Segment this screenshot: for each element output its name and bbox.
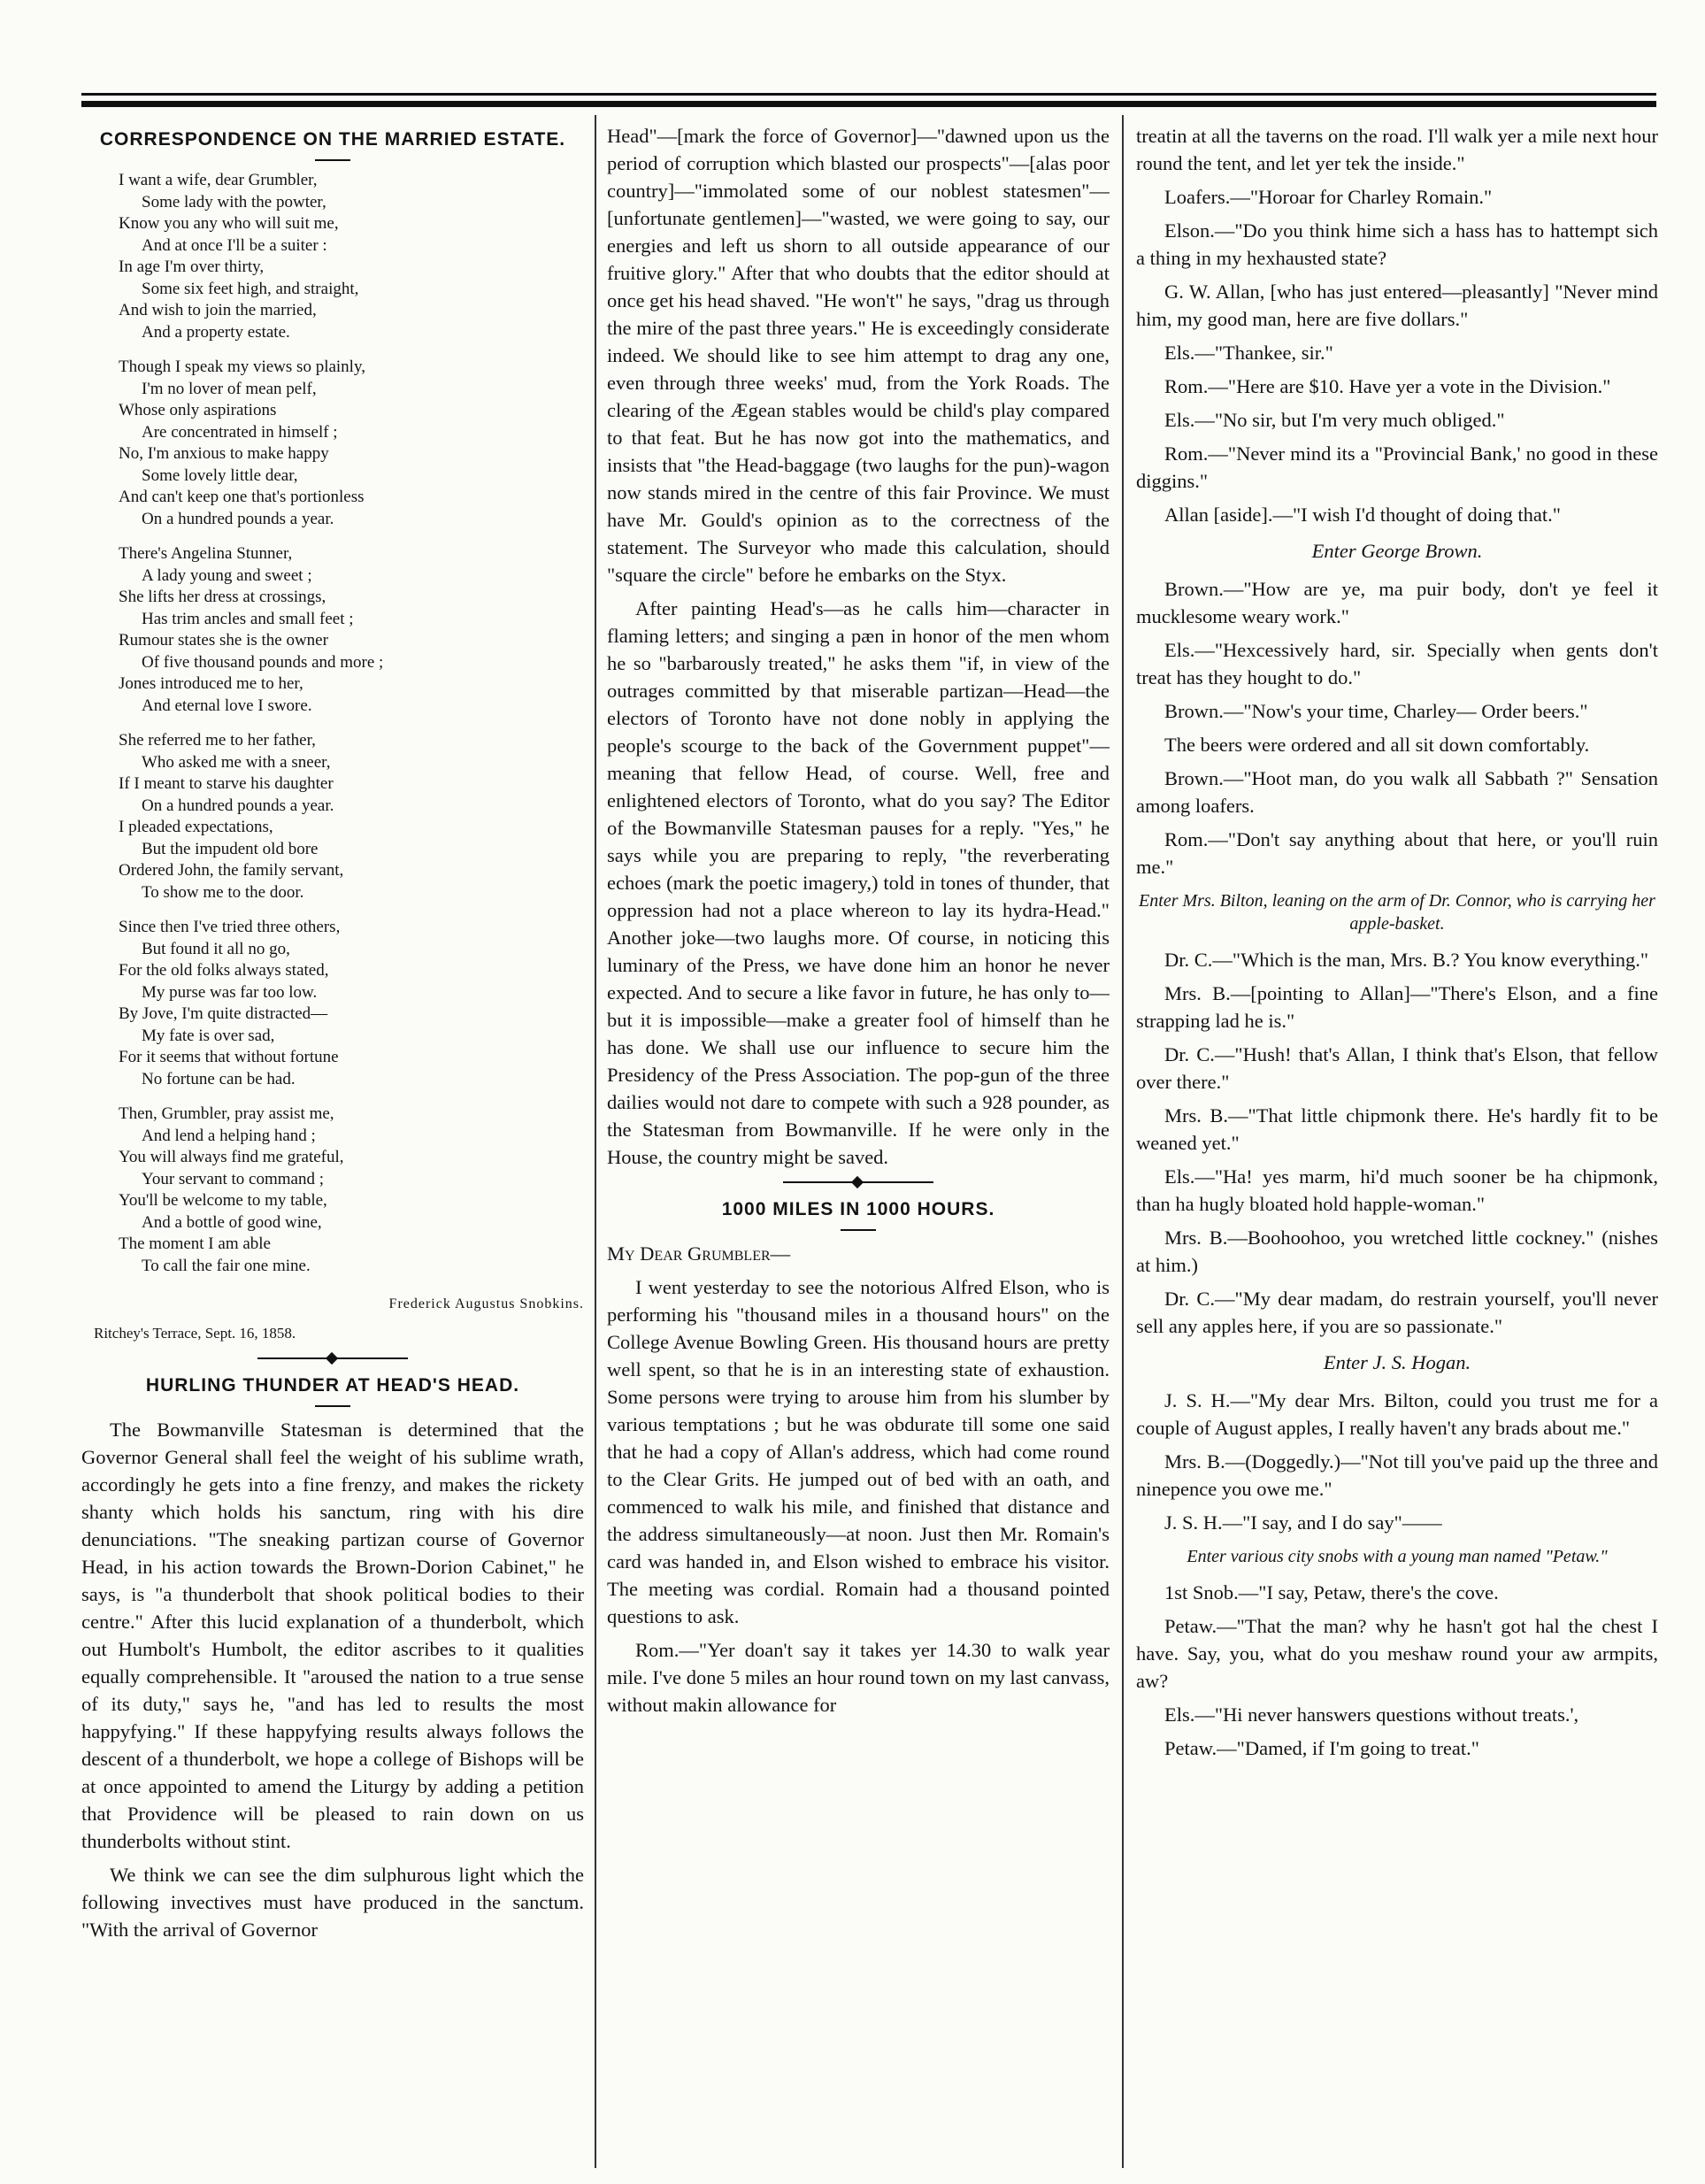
poem-line: To show me to the door.: [142, 882, 304, 902]
poem-line: And a bottle of good wine,: [142, 1212, 322, 1232]
dialogue-line: J. S. H.—"My dear Mrs. Bilton, could you trust me for a couple of August apples, I really haven't any brads about me.": [1136, 1389, 1658, 1439]
poem-line: I'm no lover of mean pelf,: [142, 379, 317, 398]
dialogue-line: Els.—"Hexcessively hard, sir. Specially when gents don't treat has they hought to do.": [1136, 639, 1658, 688]
column-divider: [595, 115, 596, 2168]
poem-stanza: [119, 917, 584, 1090]
dialogue-line: Els.—"Hi never hanswers questions without treats.',: [1164, 1703, 1579, 1726]
poem-line: No, I'm anxious to make happy: [119, 444, 329, 463]
poem-line: And wish to join the married,: [119, 301, 317, 319]
dialogue-line: Els.—"Ha! yes marm, hi'd much sooner be ha chipmonk, than ha hugly bloated hold happle-woman.": [1136, 1165, 1658, 1215]
poem-line: But the impudent old bore: [142, 839, 319, 858]
dialogue-line: G. W. Allan, [who has just entered—pleasantly] "Never mind him, my good man, here are five dollars.": [1136, 281, 1658, 330]
dialogue-line: Dr. C.—"My dear madam, do restrain yourself, you'll never sell any apples here, if you are so passionate.": [1136, 1288, 1658, 1337]
poem-line: She lifts her dress at crossings,: [119, 588, 326, 606]
poem-line: By Jove, I'm quite distracted—: [119, 1004, 328, 1023]
stage-direction: Enter J. S. Hogan.: [1323, 1351, 1471, 1373]
article-title: HURLING THUNDER AT HEAD'S HEAD.: [145, 1375, 520, 1396]
stage-direction: Enter George Brown.: [1311, 540, 1483, 562]
poem-line: For the old folks always stated,: [119, 961, 329, 980]
dialogue-line: treatin at all the taverns on the road. I'll walk yer a mile next hour round the tent, and let yer tek the inside.": [1136, 125, 1658, 174]
poem-line: A lady young and sweet ;: [142, 565, 312, 585]
poem-stanza: [119, 543, 584, 717]
dialogue-line: Els.—"Thankee, sir.": [1164, 342, 1333, 364]
stage-direction: Enter various city snobs with a young man named "Petaw.": [1187, 1547, 1608, 1566]
poem-line: My fate is over sad,: [142, 1026, 275, 1045]
dialogue-line: Loafers.—"Horoar for Charley Romain.": [1164, 186, 1493, 208]
poem-line: Jones introduced me to her,: [119, 674, 303, 693]
poem-line: Though I speak my views so plainly,: [119, 358, 365, 376]
poem-stanza: [119, 1104, 584, 1277]
stage-direction: Enter Mrs. Bilton, leaning on the arm of Dr. Connor, who is carrying her apple-basket.: [1139, 891, 1655, 934]
poem-line: My purse was far too low.: [142, 982, 318, 1002]
dialogue-line: Mrs. B.—Boohoohoo, you wretched little cockney." (nishes at him.): [1136, 1227, 1658, 1276]
paragraph: Head"—[mark the force of Governor]—"dawned upon us the period of corruption which blasted our prospects"—[alas poor country]—"immolated some of our noblest statesmen"—[unfortunate gentlemen]—"wasted, we were going to say, our energies and left us shorn to all outside appearance of our fruitive glory." After that who doubts that the editor should at once get his head shaved. "He won't" he says, "drag us through the mire of the past three years." He is exceedingly considerate indeed. We should like to see him attempt to drag any one, even through three weeks' mud, from the York Roads. The clearing of the Ægean stables would be child's play compared to that feat. But he has now got into the mathematics, and insists that "the Head-baggage (two laughs for the pun)-wagon now stands mired in the centre of this fair Province. We must have Mr. Gould's opinion as to the correctness of the statement. The Surveyor who made this calculation, should "square the circle" before he embarks on the Styx.: [607, 125, 1110, 586]
dialogue-line: Brown.—"How are ye, ma puir body, don't ye feel it mucklesome weary work.": [1136, 578, 1658, 627]
poem-line: Some six feet high, and straight,: [142, 279, 359, 298]
poem-line: I want a wife, dear Grumbler,: [119, 171, 318, 189]
poem-line: You will always find me grateful,: [119, 1148, 344, 1166]
poem-line: Ordered John, the family servant,: [119, 861, 344, 880]
poem-line: And lend a helping hand ;: [142, 1126, 316, 1145]
paragraph: We think we can see the dim sulphurous light which the following invectives must have produced in the sanctum. "With the arrival of Governor: [81, 1864, 584, 1941]
dialogue-line: Mrs. B.—"That little chipmonk there. He's hardly fit to be weaned yet.": [1136, 1104, 1658, 1154]
poem-line: On a hundred pounds a year.: [142, 796, 334, 815]
dialogue-line: Petaw.—"That the man? why he hasn't got hal the chest I have. Say, you, what do you meshaw round your aw armpits, aw?: [1136, 1615, 1658, 1692]
dialogue-line: Els.—"No sir, but I'm very much obliged.": [1164, 409, 1505, 431]
poem-line: But found it all no go,: [142, 939, 290, 958]
section-ornament: [783, 1181, 933, 1183]
poem-place-date: Ritchey's Terrace, Sept. 16, 1858.: [94, 1325, 296, 1342]
column-2: [607, 122, 1110, 2166]
poem-title: CORRESPONDENCE ON THE MARRIED ESTATE.: [99, 129, 566, 150]
poem-line: Whose only aspirations: [119, 401, 277, 419]
poem-line: Your servant to command ;: [142, 1169, 324, 1188]
poem-stanza: [119, 730, 584, 904]
poem-line: To call the fair one mine.: [142, 1256, 311, 1275]
poem-stanza: [119, 170, 584, 343]
poem-line: Are concentrated in himself ;: [142, 422, 338, 442]
dialogue-line: Elson.—"Do you think hime sich a hass has to hattempt sich a thing in my hexhausted state?: [1136, 219, 1658, 269]
dialogue-line: Rom.—"Here are $10. Have yer a vote in the Division.": [1164, 375, 1611, 397]
poem-line: Who asked me with a sneer,: [142, 752, 331, 772]
poem: [119, 170, 584, 1277]
dialogue-line: Dr. C.—"Which is the man, Mrs. B.? You know everything.": [1164, 949, 1649, 971]
dialogue-line: 1st Snob.—"I say, Petaw, there's the cove.: [1164, 1581, 1499, 1603]
poem-line: I pleaded expectations,: [119, 818, 273, 836]
top-rule-thick: [81, 101, 1656, 107]
paragraph: The Bowmanville Statesman is determined that the Governor General shall feel the weight of his sublime wrath, accordingly he gets into a fine frenzy, and makes the rickety shanty which holds his sanctum, ring with his dire denunciations. "The sneaking partizan course of Governor Head, in his action towards the Brown-Dorion Cabinet," he says, is "a thunderbolt that shook political bodies to their centre." After this lucid explanation of a thunderbolt, which out Humbolt's Humbolt, the editor ascribes to it qualities equally comprehensible. It "aroused the nation to a true sense of its duty," says he, "and has led to results the most happyfying." If these happyfying results always follows the descent of a thunderbolt, we hope a college of Bishops will be at once appointed to amend the Liturgy by adding a petition that Providence will be pleased to rain down on us thunderbolts without stint.: [81, 1419, 584, 1852]
poem-line: On a hundred pounds a year.: [142, 509, 334, 528]
poem-line: She referred me to her father,: [119, 731, 316, 750]
column-1: [81, 122, 584, 2166]
poem-line: If I meant to starve his daughter: [119, 774, 334, 793]
paragraph: After painting Head's—as he calls him—character in flaming letters; and singing a pæn in honor of the men whom he so "barbarously treated," he asks them "if, in view of the outrages committed by that miserable partizan—Head—the electors of Toronto have not done nobly in applying the people's scourge to the back of the Government puppet"—meaning that fellow Head, of course. Well, free and enlightened electors of Toronto, what do you say? The Editor of the Bowmanville Statesman pauses for a reply. "Yes," he says while you are preparing to reply, "the reverberating echoes (mark the poetic imagery,) told in tones of thunder, that oppression had not a place whereon to lay its hydra-Head." Another joke—two laughs more. Of course, in noticing this luminary of the Press, we have done him an honor he never expected. And to secure a like favor in future, he has only to—but it is impossible—make a greater fool of himself than he has done. We shall use our influence to secure him the Presidency of the Press Association. The pop-gun of the three dailies would not dare to compete with such a 928 pounder, as the Statesman from Bowmanville. If he were only in the House, the country might be saved.: [607, 597, 1110, 1168]
poem-line: Some lovely little dear,: [142, 465, 298, 485]
dialogue-line: Brown.—"Hoot man, do you walk all Sabbath ?" Sensation among loafers.: [1136, 767, 1658, 817]
poem-line: The moment I am able: [119, 1234, 271, 1253]
paragraph: I went yesterday to see the notorious Alfred Elson, who is performing his "thousand miles in a thousand hours" on the College Avenue Bowling Green. His thousand hours are pretty well spent, so that he is in an interesting state of exhaustion. Some persons were trying to arouse him from his slumber by various temptations ; but he was obdurate till some one said that he had a copy of Allan's address, which had come round to the Clear Grits. He jumped out of bed with an oath, and commenced to walk his mile, and finished that distance and the address simultaneously—at noon. Just then Mr. Romain's card was handed in, and Elson wished to embrace his visitor. The meeting was cordial. Romain had a thousand pointed questions to ask.: [607, 1276, 1110, 1627]
title-dash: [315, 159, 350, 161]
poem-line: Of five thousand pounds and more ;: [142, 652, 384, 672]
poem-line: And can't keep one that's portionless: [119, 488, 365, 506]
article-title: 1000 MILES IN 1000 HOURS.: [721, 1199, 995, 1219]
poem-line: There's Angelina Stunner,: [119, 544, 293, 563]
poem-line: And a property estate.: [142, 322, 290, 342]
section-ornament: [257, 1357, 408, 1359]
dialogue-line: Brown.—"Now's your time, Charley— Order beers.": [1164, 700, 1588, 722]
poem-stanza: [119, 357, 584, 530]
poem-line: In age I'm over thirty,: [119, 258, 265, 276]
dialogue-line: Mrs. B.—[pointing to Allan]—"There's Elson, and a fine strapping lad he is.": [1136, 982, 1658, 1032]
poem-line: Has trim ancles and small feet ;: [142, 609, 354, 628]
poem-signature: Frederick Augustus Snobkins.: [388, 1296, 584, 1311]
dialogue-line: Dr. C.—"Hush! that's Allan, I think that's Elson, that fellow over there.": [1136, 1043, 1658, 1093]
poem-line: Rumour states she is the owner: [119, 631, 328, 650]
paragraph: Rom.—"Yer doan't say it takes yer 14.30 to walk year mile. I've done 5 miles an hour round town on my last canvass, without makin allowance for: [607, 1639, 1110, 1716]
salutation: My Dear Grumbler—: [607, 1242, 791, 1265]
dialogue-line: J. S. H.—"I say, and I do say"——: [1164, 1511, 1442, 1534]
dialogue-line: Rom.—"Never mind its a "Provincial Bank,' no good in these diggins.": [1136, 442, 1658, 492]
dialogue-line: Petaw.—"Damed, if I'm going to treat.": [1164, 1737, 1479, 1759]
dialogue-line: Mrs. B.—(Doggedly.)—"Not till you've paid up the three and ninepence you owe me.": [1136, 1450, 1658, 1500]
column-divider: [1122, 115, 1124, 2168]
poem-line: You'll be welcome to my table,: [119, 1191, 327, 1210]
poem-line: And eternal love I swore.: [142, 696, 312, 715]
top-rule: [81, 93, 1656, 96]
poem-line: No fortune can be had.: [142, 1069, 296, 1088]
poem-line: Some lady with the powter,: [142, 192, 326, 211]
column-3: [1136, 122, 1658, 2166]
poem-line: Since then I've tried three others,: [119, 918, 341, 936]
poem-line: And at once I'll be a suiter :: [142, 235, 327, 255]
dialogue-line: Allan [aside].—"I wish I'd thought of doing that.": [1164, 504, 1561, 526]
dialogue-line: Rom.—"Don't say anything about that here, or you'll ruin me.": [1136, 828, 1658, 878]
poem-line: For it seems that without fortune: [119, 1048, 339, 1066]
poem-line: Know you any who will suit me,: [119, 214, 339, 233]
dialogue-line: The beers were ordered and all sit down comfortably.: [1164, 734, 1590, 756]
poem-line: Then, Grumbler, pray assist me,: [119, 1104, 334, 1123]
title-dash: [841, 1229, 876, 1231]
title-dash: [315, 1405, 350, 1407]
